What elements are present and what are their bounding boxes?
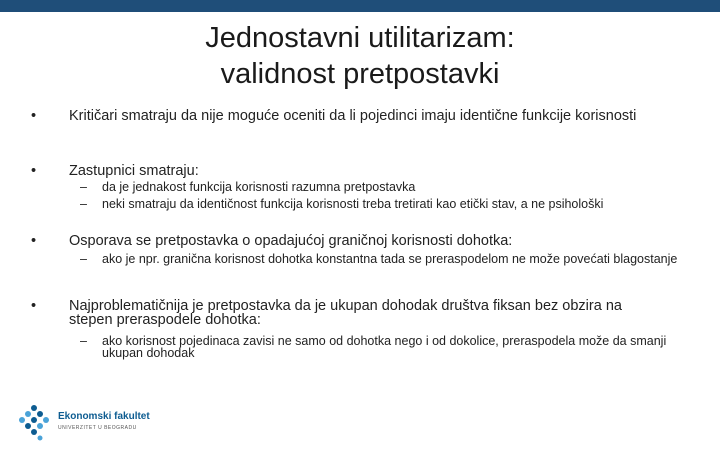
bullet-item <box>31 298 669 328</box>
title-line-1: Jednostavni utilitarizam: <box>205 22 515 54</box>
sub-item <box>80 180 702 194</box>
bullet-item <box>31 163 669 179</box>
sub-item <box>80 252 682 266</box>
sub-item <box>80 197 712 211</box>
sub-marker: – <box>80 197 87 211</box>
sub-text: neki smatraju da identičnost funkcija korisnosti treba tretirati kao etički stav, a ne psihološki <box>102 197 604 211</box>
bullet-text: Kritičari smatraju da nije moguće oceniti da li pojedinci imaju identične funkcije korisnosti <box>69 108 637 124</box>
bullet-marker: • <box>31 233 37 249</box>
bullet-marker: • <box>31 108 37 124</box>
sub-marker: – <box>80 334 87 348</box>
bullet-item <box>31 108 649 124</box>
bullet-marker: • <box>31 163 37 179</box>
logo-dots-icon <box>16 405 56 441</box>
title-line-2: validnost pretpostavki <box>220 58 500 90</box>
sub-text: ako je npr. granična korisnost dohotka konstantna tada se preraspodelom ne može povećati blagostanje <box>102 252 678 266</box>
bullet-item <box>31 233 669 249</box>
sub-marker: – <box>80 180 87 194</box>
faculty-logo <box>16 405 176 445</box>
bullet-text: Zastupnici smatraju: <box>69 163 199 179</box>
bullet-marker: • <box>31 298 37 314</box>
bullet-text: Osporava se pretpostavka o opadajućoj graničnoj korisnosti dohotka: <box>69 233 513 249</box>
bullet-text: Najproblematičnija je pretpostavka da je ukupan dohodak društva fiksan bez obzira na stepen preraspodele dohotka: <box>69 298 622 328</box>
sub-text: ako korisnost pojedinaca zavisi ne samo od dohotka nego i od dokolice, preraspodela može da smanji ukupan dohodak <box>102 334 667 360</box>
logo-subtitle: UNIVERZITET U BEOGRADU <box>58 425 137 431</box>
sub-text: da je jednakost funkcija korisnosti razumna pretpostavka <box>102 180 416 194</box>
sub-marker: – <box>80 252 87 266</box>
sub-item <box>80 334 682 360</box>
logo-name: Ekonomski fakultet <box>58 411 150 422</box>
